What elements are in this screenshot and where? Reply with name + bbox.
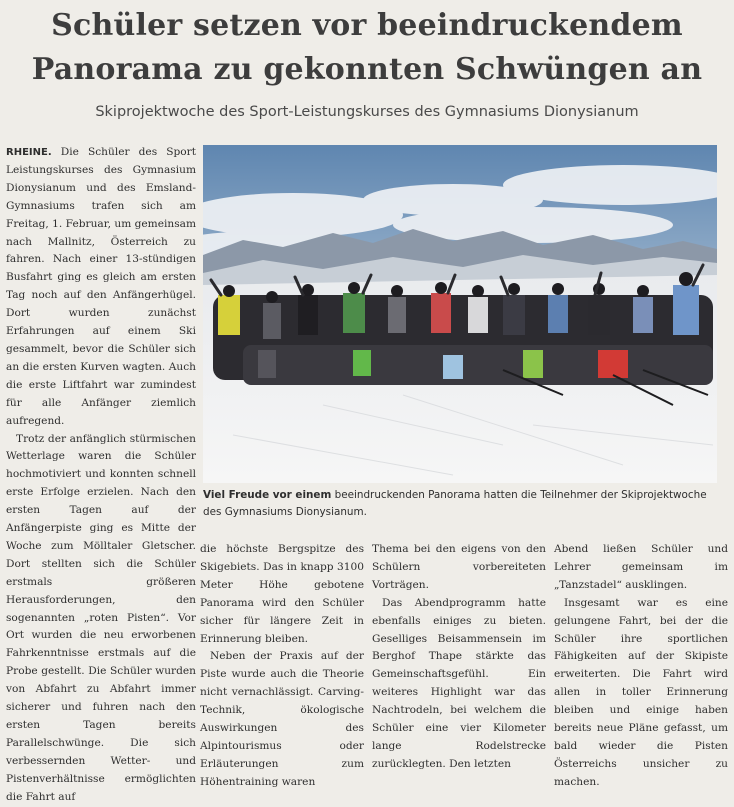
article-column-2 <box>200 541 364 792</box>
article-column-3 <box>372 541 546 774</box>
paragraph-8: Insgesamt war es eine gelungene Fahrt, bei der die Schüler ihre sportlichen Fähigkeiten auf der Skipiste erweiterten. Die Fahrt wird allen in toller Erinnerung bleiben und einige haben bereits neue Pläne gefasst, um bald wieder die Pisten Österreichs unsicher zu machen. <box>554 596 728 788</box>
article-column-4 <box>554 541 728 792</box>
ski-group-panorama-image <box>203 145 717 483</box>
paragraph-1 <box>6 144 196 431</box>
dateline: RHEINE. <box>6 147 52 158</box>
headline-line-1: Schüler setzen vor beeindruckendem <box>51 8 683 43</box>
paragraph-6: Das Abendprogramm hatte ebenfalls einiges zu bieten. Geselliges Beisammensein im Berghof Thape stärkte das Gemeinschaftsgefühl. Ein weiteres Highlight war das Nachtrodeln, bei welchem die Schüler eine vier Kilometer lange Rodelstrecke zurücklegten. Den letzten <box>372 596 546 770</box>
caption-text: beeindruckenden Panorama hatten die Teilnehmer der Skiprojektwoche des Gymnasiums Dionysianum. <box>203 489 707 518</box>
subheadline: Skiprojektwoche des Sport-Leistungskurses des Gymnasiums Dionysianum <box>95 104 639 120</box>
paragraph-1-text: Die Schüler des Sport Leistungskurses des Gymnasium Dionysianum und des Emsland-Gymnasiums trafen sich am Freitag, 1. Februar, um gemeinsam nach Mallnitz, Österreich zu fahren. Nach einer 13-stündigen Busfahrt ging es gleich am ersten Tag noch auf den Anfängerhügel. Dort wurden zunächst Erfahrungen auf einem Ski gesammelt, bevor die Schüler sich an die ersten Kurven wagten. Auch die erste Liftfahrt war zumindest für alle Anfänger ziemlich aufregend. <box>6 146 196 427</box>
headline-line-2: Panorama zu gekonnten Schwüngen an <box>31 52 703 87</box>
article-column-1 <box>6 144 196 807</box>
headline <box>0 4 734 92</box>
paragraph-7: Abend ließen Schüler und Lehrer gemeinsam im „Tanzstadel“ ausklingen. <box>554 543 728 591</box>
paragraph-5: Thema bei den eigens von den Schülern vorbereiteten Vorträgen. <box>372 543 546 591</box>
photo-caption <box>203 487 717 521</box>
paragraph-2: Trotz der anfänglich stürmischen Wetterlage waren die Schüler hochmotiviert und konnten schnell erste Erfolge erzielen. Nach den ersten Tagen auf der Anfängerpiste ging es Mitte der Woche zum Mölltaler Gletscher. Dort stellten sich die Schüler erstmals größeren Herausforderungen, den sogenannten „roten Pisten“. Vor Ort wurden die neu erworbenen Fahrkenntnisse erstmals auf die Probe gestellt. Die Schüler wurden von Abfahrt zu Abfahrt immer sicherer und fuhren nach den ersten Tagen bereits Parallelschwünge. Die sich verbessernden Wetter- und Pistenverhältnisse ermöglichten die Fahrt auf <box>6 432 196 803</box>
paragraph-3: die höchste Bergspitze des Skigebiets. Das in knapp 3100 Meter Höhe gebotene Panorama wird den Schüler sicher für längere Zeit in Erinnerung bleiben. <box>200 543 364 645</box>
paragraph-4: Neben der Praxis auf der Piste wurde auch die Theorie nicht vernachlässigt. Carving-Technik, ökologische Auswirkungen des Alpintourismus oder Erläuterungen zum Höhentraining waren <box>200 650 364 788</box>
caption-lead: Viel Freude vor einem <box>203 489 332 501</box>
group-photo <box>203 145 717 483</box>
